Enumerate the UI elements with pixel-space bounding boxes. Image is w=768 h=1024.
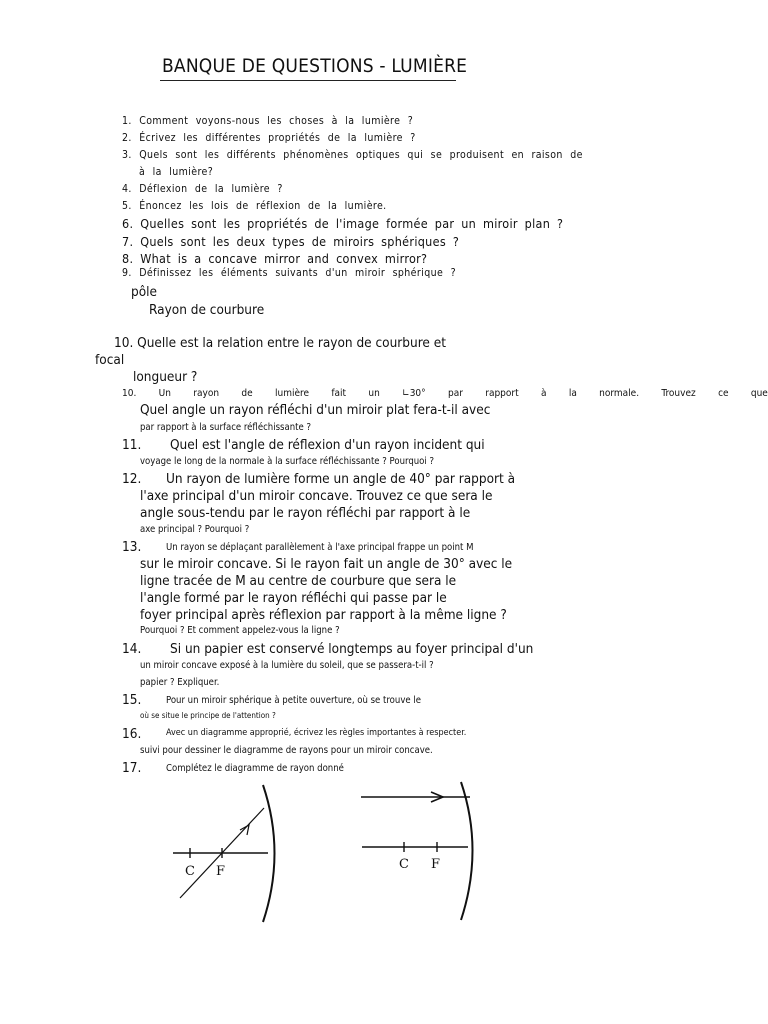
right-concave-mirror: [461, 782, 473, 920]
question-6: 6. Quelles sont les propriétés de l'image formée par un miroir plan ?: [122, 216, 564, 231]
question-11-line2: voyage le long de la normale à la surface réfléchissante ? Pourquoi ?: [140, 456, 435, 467]
question-11-number: 11.: [122, 437, 142, 453]
question-16-number: 16.: [122, 726, 142, 742]
question-13-line1: Un rayon se déplaçant parallèlement à l'axe principal frappe un point M: [166, 542, 474, 553]
question-9: 9. Définissez les éléments suivants d'un miroir sphérique ?: [122, 267, 457, 279]
title-underline: [160, 80, 456, 81]
right-ray-diagram: [361, 782, 473, 920]
term-radius: Rayon de courbure: [149, 302, 265, 318]
question-16-line1: Avec un diagramme approprié, écrivez les règles importantes à respecter.: [166, 728, 467, 738]
question-13-line6: Pourquoi ? Et comment appelez-vous la ligne ?: [140, 625, 340, 636]
question-14-line3: papier ? Expliquer.: [140, 677, 220, 688]
question-15-number: 15.: [122, 692, 142, 708]
q10b-word: un: [368, 388, 380, 399]
question-12-line4: axe principal ? Pourquoi ?: [140, 524, 250, 535]
question-10a-line1: 10. Quelle est la relation entre le rayon de courbure et: [114, 335, 446, 351]
question-13-number: 13.: [122, 539, 142, 555]
question-7: 7. Quels sont les deux types de miroirs sphériques ?: [122, 234, 460, 249]
question-10a-line2: focal: [95, 352, 125, 368]
question-14-number: 14.: [122, 641, 142, 657]
question-12-line3: angle sous-tendu par le rayon réfléchi par rapport à le: [140, 505, 471, 521]
q10b-word: fait: [331, 388, 347, 399]
question-17-number: 17.: [122, 760, 142, 776]
question-13-line3: ligne tracée de M au centre de courbure que sera le: [140, 573, 457, 589]
question-15-line2: où se situe le principe de l'attention ?: [140, 711, 276, 720]
q10b-word: de: [241, 388, 253, 399]
question-17-line1: Complétez le diagramme de rayon donné: [166, 763, 344, 774]
question-11-line1: Quel est l'angle de réflexion d'un rayon incident qui: [170, 437, 485, 453]
question-10b-line2: Quel angle un rayon réfléchi d'un miroir plat fera-t-il avec: [140, 402, 491, 418]
question-13-line5: foyer principal après réflexion par rapport à la même ligne ?: [140, 607, 507, 623]
question-1: 1. Comment voyons-nous les choses à la lumière ?: [122, 115, 414, 127]
q10b-word: la: [568, 388, 577, 399]
question-10b-line1: [122, 389, 768, 399]
question-15-line1: Pour un miroir sphérique à petite ouverture, où se trouve le: [166, 695, 421, 706]
question-2: 2. Écrivez les différentes propriétés de la lumière ?: [122, 132, 416, 144]
question-10a-line3: longueur ?: [133, 369, 198, 385]
question-14-line1: Si un papier est conservé longtemps au foyer principal d'un: [170, 641, 534, 657]
q10b-word: que: [750, 388, 768, 399]
question-12-number: 12.: [122, 471, 142, 487]
question-13-line4: l'angle formé par le rayon réfléchi qui passe par le: [140, 590, 447, 606]
question-3: 3. Quels sont les différents phénomènes optiques qui se produisent en raison de: [122, 149, 583, 161]
left-c-label: C: [185, 864, 195, 879]
question-10b-line3: par rapport à la surface réfléchissante ?: [140, 422, 311, 433]
question-8: 8. What is a concave mirror and convex mirror?: [122, 251, 428, 266]
question-4: 4. Déflexion de la lumière ?: [122, 183, 283, 195]
q10b-word: ce: [718, 388, 729, 399]
q10b-word: par: [447, 388, 463, 399]
left-ray-diagram: [173, 785, 275, 922]
question-14-line2: un miroir concave exposé à la lumière du soleil, que se passera-t-il ?: [140, 660, 434, 671]
term-pole: pôle: [131, 284, 157, 300]
page-title: BANQUE DE QUESTIONS - LUMIÈRE: [162, 55, 468, 77]
ray-diagrams: [0, 770, 768, 940]
left-f-label: F: [216, 864, 226, 879]
q10b-word: Trouvez: [661, 388, 696, 399]
q10b-word: ∟30°: [402, 388, 426, 399]
question-5: 5. Énoncez les lois de réflexion de la lumière.: [122, 200, 387, 212]
left-ray-arrow-icon: [240, 825, 249, 835]
question-12-line2: l'axe principal d'un miroir concave. Trouvez ce que sera le: [140, 488, 493, 504]
q10b-word: 10.: [122, 388, 137, 399]
question-12-line1: Un rayon de lumière forme un angle de 40° par rapport à: [166, 471, 516, 487]
q10b-word: Un: [158, 388, 171, 399]
q10b-word: rapport: [485, 388, 519, 399]
right-f-label: F: [431, 857, 441, 872]
question-13-line2: sur le miroir concave. Si le rayon fait un angle de 30° avec le: [140, 556, 513, 572]
q10b-word: rayon: [193, 388, 220, 399]
right-c-label: C: [399, 857, 409, 872]
question-3-cont: à la lumière?: [139, 166, 214, 178]
q10b-word: normale.: [599, 388, 640, 399]
q10b-word: lumière: [274, 388, 310, 399]
question-16-line2: suivi pour dessiner le diagramme de rayons pour un miroir concave.: [140, 745, 433, 756]
q10b-word: à: [540, 388, 547, 399]
